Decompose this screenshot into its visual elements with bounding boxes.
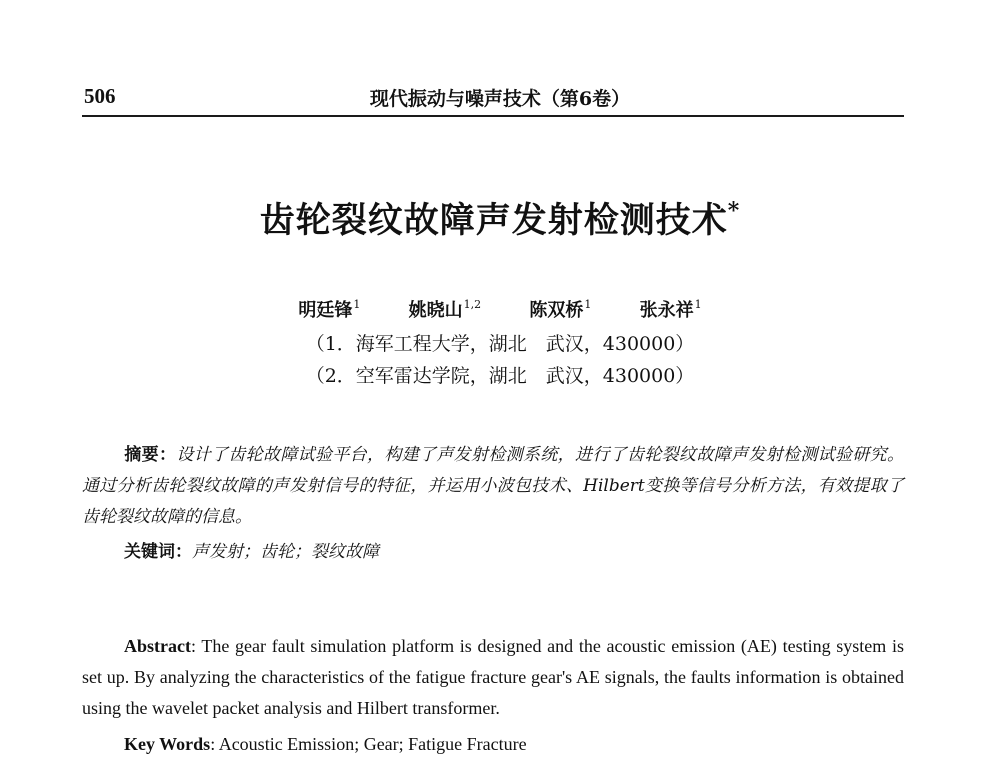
- author-name: 明廷锋: [298, 300, 353, 321]
- author: [640, 300, 702, 321]
- abstract-en-label: Abstract: [124, 636, 191, 656]
- page-number: 506: [84, 84, 116, 108]
- header-divider: [82, 115, 904, 117]
- author-list: [0, 296, 1000, 322]
- keywords-cn-label: 关键词：: [124, 542, 192, 562]
- keywords-en-text: : Acoustic Emission; Gear; Fatigue Fracture: [210, 734, 527, 754]
- abstract-chinese: [82, 440, 904, 533]
- abstract-english: [82, 631, 904, 724]
- running-title: 现代振动与噪声技术（第6卷）: [369, 88, 631, 110]
- author-affiliation-mark: 1: [694, 298, 702, 311]
- author-name: 张永祥: [639, 300, 694, 321]
- author: [529, 300, 591, 321]
- affiliation-2: （2．空军雷达学院，湖北 武汉，430000）: [305, 365, 695, 387]
- author: [298, 300, 360, 321]
- author-affiliation-mark: 1: [353, 298, 361, 311]
- abstract-cn-text: 设计了齿轮故障试验平台，构建了声发射检测系统，进行了齿轮裂纹故障声发射检测试验研究。通过分析齿轮裂纹故障的声发射信号的特征，并运用小波包技术、Hilbert变换等信号分析方法，有效提取了齿轮裂纹故障的信息。: [82, 445, 905, 527]
- keywords-cn-text: 声发射；齿轮；裂纹故障: [192, 542, 379, 562]
- keywords-chinese: [124, 537, 379, 562]
- keywords-en-label: Key Words: [124, 734, 211, 754]
- abstract-cn-label: 摘要：: [124, 445, 177, 465]
- author: [409, 300, 482, 321]
- author-name: 姚晓山: [408, 300, 463, 321]
- author-name: 陈双桥: [529, 300, 584, 321]
- title-footnote-mark: *: [727, 198, 741, 224]
- paper-title: [0, 193, 1000, 243]
- paper-title-text: 齿轮裂纹故障声发射检测技术: [259, 200, 728, 241]
- author-affiliation-mark: 1: [584, 298, 592, 311]
- abstract-en-text: : The gear fault simulation platform is designed and the acoustic emission (AE) testing system is set up. By analyzing the characteristics of the fatigue fracture gear's AE signals, the faults information is obtained using the wavelet packet analysis and Hilbert transformer.: [82, 636, 904, 718]
- author-affiliation-mark: 1,2: [463, 298, 482, 311]
- affiliation-1: （1．海军工程大学，湖北 武汉，430000）: [305, 333, 695, 355]
- keywords-english: [124, 734, 527, 755]
